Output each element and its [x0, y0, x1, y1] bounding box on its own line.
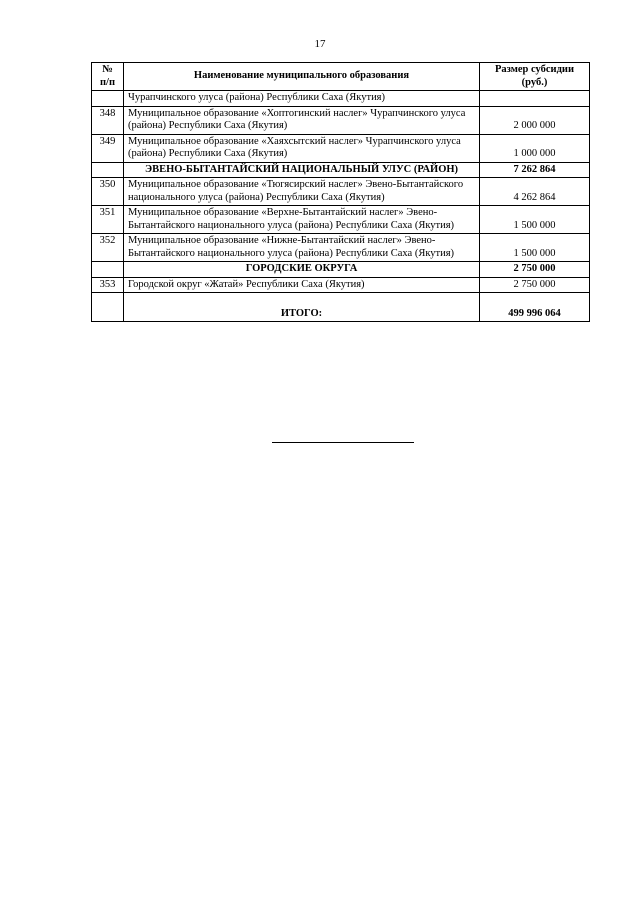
page-number: 17: [314, 38, 326, 50]
section-number: [92, 162, 124, 178]
table-header-row: [92, 63, 590, 91]
table-row: [92, 277, 590, 293]
header-name: Наименование муниципального образования: [124, 63, 480, 91]
total-label: ИТОГО:: [124, 293, 480, 322]
table-row: [92, 106, 590, 134]
row-number: 353: [92, 277, 124, 293]
section-title: ЭВЕНО-БЫТАНТАЙСКИЙ НАЦИОНАЛЬНЫЙ УЛУС (РАЙОН): [124, 162, 480, 178]
total-number: [92, 293, 124, 322]
total-row: [92, 293, 590, 322]
row-name: Муниципальное образование «Хаяхсытский наслег» Чурапчинского улуса (района) Республики Саха (Якутия): [124, 134, 480, 162]
table-row-continued: [92, 91, 590, 107]
row-amount: 1 500 000: [480, 206, 590, 234]
row-amount: 4 262 864: [480, 178, 590, 206]
header-number: № п/п: [92, 63, 124, 91]
row-amount: 1 000 000: [480, 134, 590, 162]
row-number: 352: [92, 234, 124, 262]
row-number: 349: [92, 134, 124, 162]
row-amount: 2 000 000: [480, 106, 590, 134]
table-row: [92, 206, 590, 234]
row-name: Чурапчинского улуса (района) Республики Саха (Якутия): [124, 91, 480, 107]
header-amount: Размер субсидии (руб.): [480, 63, 590, 91]
closing-rule: [272, 442, 414, 443]
row-number: 351: [92, 206, 124, 234]
row-name: Муниципальное образование «Хоптогинский наслег» Чурапчинского улуса (района) Республики Саха (Якутия): [124, 106, 480, 134]
subsidy-table: [91, 62, 590, 322]
row-number: 350: [92, 178, 124, 206]
row-number: [92, 91, 124, 107]
row-name: Муниципальное образование «Нижне-Бытантайский наслег» Эвено-Бытантайского национального улуса (района) Республики Саха (Якутия): [124, 234, 480, 262]
section-title: ГОРОДСКИЕ ОКРУГА: [124, 262, 480, 278]
table-row: [92, 234, 590, 262]
section-row: [92, 162, 590, 178]
row-name: Муниципальное образование «Верхне-Бытантайский наслег» Эвено-Бытантайского национального улуса (района) Республики Саха (Якутия): [124, 206, 480, 234]
table-row: [92, 134, 590, 162]
total-amount: 499 996 064: [480, 293, 590, 322]
row-amount: 2 750 000: [480, 277, 590, 293]
section-number: [92, 262, 124, 278]
row-name: Муниципальное образование «Тюгясирский наслег» Эвено-Бытантайского национального улуса (района) Республики Саха (Якутия): [124, 178, 480, 206]
row-amount: [480, 91, 590, 107]
row-name: Городской округ «Жатай» Республики Саха (Якутия): [124, 277, 480, 293]
row-number: 348: [92, 106, 124, 134]
table-row: [92, 178, 590, 206]
section-amount: 2 750 000: [480, 262, 590, 278]
section-amount: 7 262 864: [480, 162, 590, 178]
section-row: [92, 262, 590, 278]
row-amount: 1 500 000: [480, 234, 590, 262]
